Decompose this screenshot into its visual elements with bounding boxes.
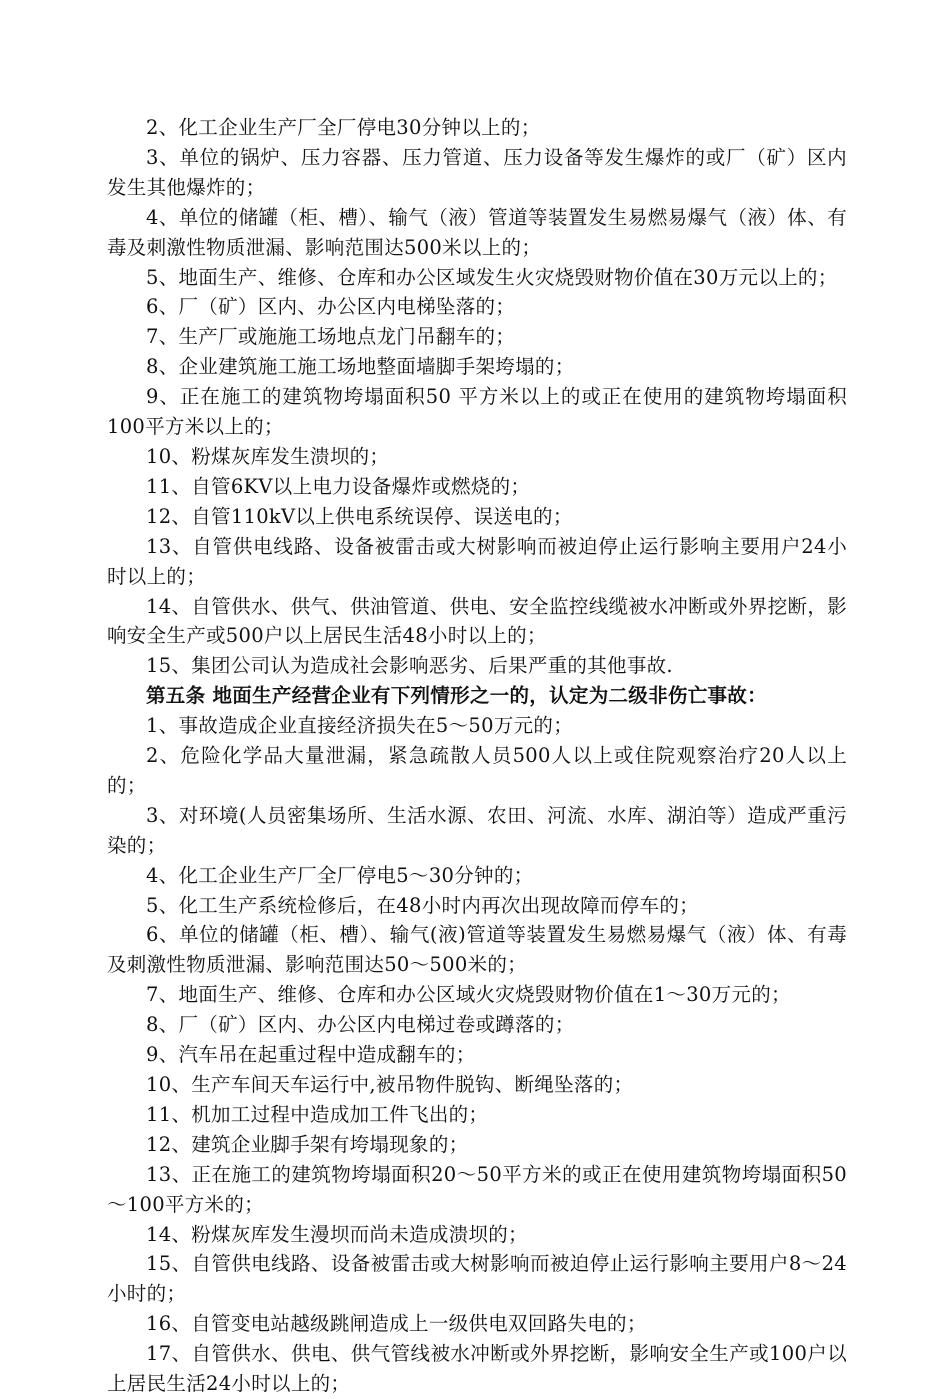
list-item: 11、机加工过程中造成加工件飞出的； [146, 1102, 489, 1126]
list-item: 5、地面生产、维修、仓库和办公区域发生火灾烧毁财物价值在30万元以上的； [146, 265, 838, 289]
list-item: 9、正在施工的建筑物垮塌面积50 平方米以上的或正在使用的建筑物垮塌面积100平方米以上的； [107, 385, 847, 439]
list-item: 8、厂（矿）区内、办公区内电梯过卷或蹲落的； [146, 1013, 575, 1037]
list-item: 13、自管供电线路、设备被雷击或大树影响而被迫停止运行影响主要用户24小时以上的； [107, 534, 847, 588]
list-item: 14、粉煤灰库发生漫坝而尚未造成溃坝的； [146, 1222, 528, 1246]
list-item: 13、正在施工的建筑物垮塌面积20～50平方米的或正在使用建筑物垮塌面积50～100平方米的； [107, 1162, 847, 1216]
list-item: 15、自管供电线路、设备被雷击或大树影响而被迫停止运行影响主要用户8～24小时的； [107, 1252, 847, 1306]
list-item: 7、生产厂或施施工场地点龙门吊翻车的； [146, 325, 516, 349]
list-item: 11、自管6KV以上电力设备爆炸或燃烧的； [146, 474, 531, 498]
list-item: 12、自管110kV以上供电系统误停、误送电的； [146, 504, 573, 528]
list-item: 3、对环境(人员密集场所、生活水源、农田、河流、水库、湖泊等）造成严重污染的； [107, 803, 847, 857]
list-item: 2、化工企业生产厂全厂停电30分钟以上的； [146, 116, 541, 139]
list-item: 3、单位的锅炉、压力容器、压力管道、压力设备等发生爆炸的或厂（矿）区内发生其他爆炸的； [107, 145, 847, 199]
list-item: 12、建筑企业脚手架有垮塌现象的； [146, 1132, 469, 1156]
list-item: 7、地面生产、维修、仓库和办公区域火灾烧毁财物价值在1～30万元的； [146, 983, 791, 1007]
list-item: 14、自管供水、供气、供油管道、供电、安全监控线缆被水冲断或外界挖断，影响安全生产或500户以上居民生活48小时以上的； [107, 594, 847, 648]
list-item: 5、化工生产系统检修后，在48小时内再次出现故障而停车的； [146, 893, 699, 917]
list-item: 10、粉煤灰库发生溃坝的； [146, 444, 390, 468]
list-item: 4、单位的储罐（柜、槽）、输气（液）管道等装置发生易燃易爆气（液）体、有毒及刺激性物质泄漏、影响范围达500米以上的； [107, 205, 847, 259]
document-page [107, 113, 847, 1399]
list-item: 8、企业建筑施工施工场地整面墙脚手架垮塌的； [146, 355, 575, 379]
list-item: 17、自管供水、供电、供气管线被水冲断或外界挖断，影响安全生产或100户以上居民生活24小时以上的； [107, 1342, 847, 1396]
article-heading: 第五条 地面生产经营企业有下列情形之一的，认定为二级非伤亡事故： [146, 684, 767, 708]
list-item: 10、生产车间天车运行中,被吊物件脱钩、断绳坠落的； [146, 1073, 634, 1096]
list-item: 15、集团公司认为造成社会影响恶劣、后果严重的其他事故. [146, 654, 673, 678]
list-item: 16、自管变电站越级跳闸造成上一级供电双回路失电的； [146, 1312, 647, 1336]
list-item: 6、厂（矿）区内、办公区内电梯坠落的； [146, 295, 516, 319]
list-item: 4、化工企业生产厂全厂停电5～30分钟的； [146, 863, 534, 887]
list-item: 9、汽车吊在起重过程中造成翻车的； [146, 1043, 476, 1067]
list-item: 1、事故造成企业直接经济损失在5～50万元的； [146, 714, 574, 738]
list-item: 2、危险化学品大量泄漏，紧急疏散人员500人以上或住院观察治疗20人以上的； [107, 744, 847, 797]
list-item: 6、单位的储罐（柜、槽）、输气(液)管道等装置发生易燃易爆气（液）体、有毒及刺激性物质泄漏、影响范围达50～500米的； [107, 923, 847, 977]
